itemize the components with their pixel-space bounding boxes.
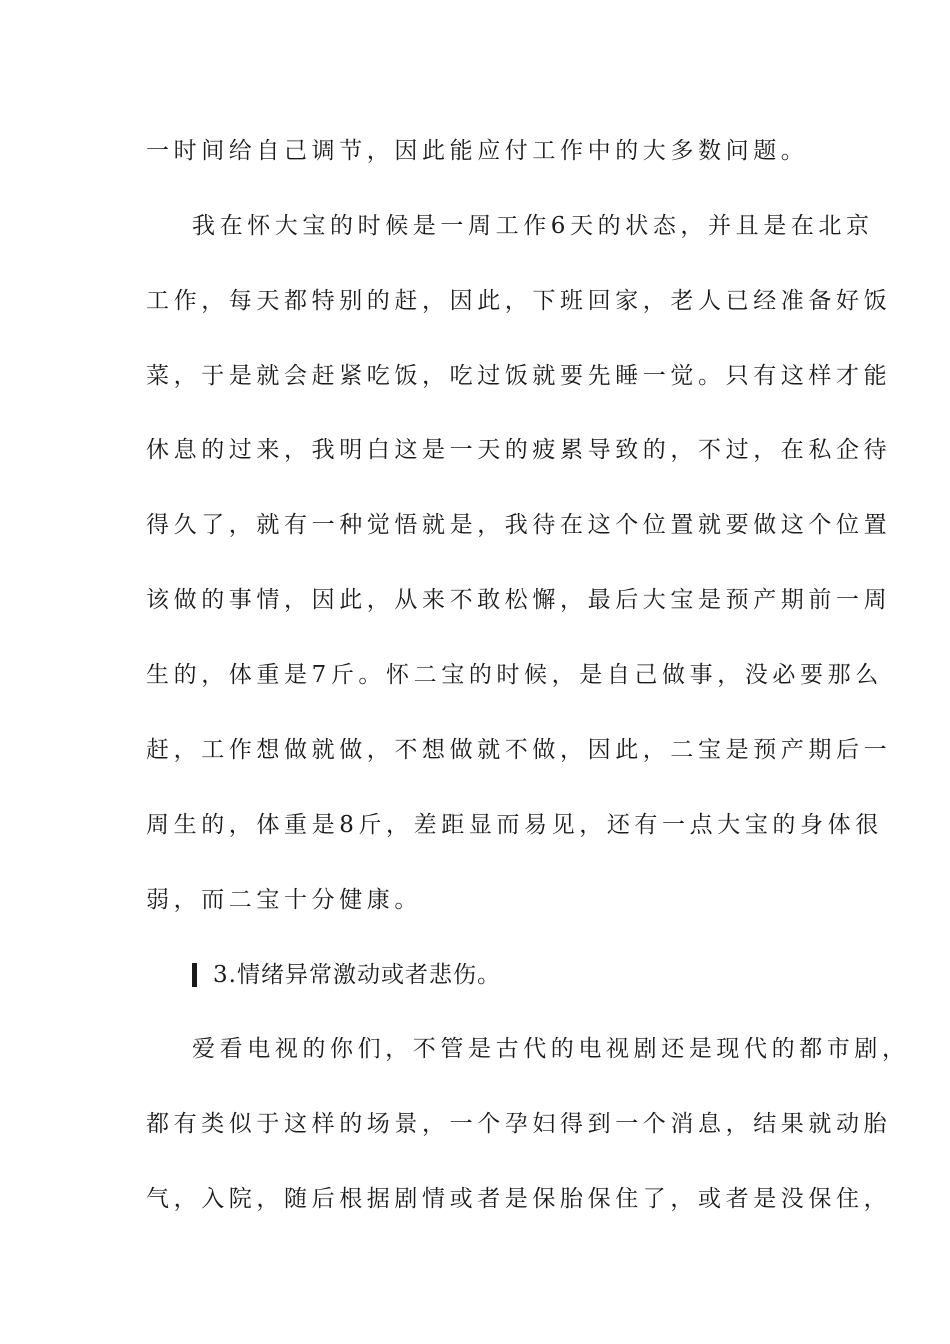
section-heading-text: 3.情绪异常激动或者悲伤。 <box>213 962 501 988</box>
paragraph-line: 周生的，体重是8斤，差距显而易见，还有一点大宝的身体很 <box>146 812 883 838</box>
paragraph-line: 工作，每天都特别的赶，因此，下班回家，老人已经准备好饭 <box>146 288 892 314</box>
paragraph-line: 赶，工作想做就做，不想做就不做，因此，二宝是预产期后一 <box>146 737 892 763</box>
paragraph-line: 得久了，就有一种觉悟就是，我待在这个位置就要做这个位置 <box>146 512 892 538</box>
paragraph-line: 休息的过来，我明白这是一天的疲累导致的，不过，在私企待 <box>146 437 892 463</box>
paragraph-line: 该做的事情，因此，从来不敢松懈，最后大宝是预产期前一周 <box>146 587 892 613</box>
paragraph-line: 气，入院，随后根据剧情或者是保胎保住了，或者是没保住， <box>146 1186 892 1212</box>
paragraph-line: 菜，于是就会赶紧吃饭，吃过饭就要先睡一觉。只有这样才能 <box>146 363 892 389</box>
paragraph-line: 我在怀大宝的时候是一周工作6天的状态，并且是在北京 <box>192 213 874 239</box>
paragraph-line: 生的，体重是7斤。怀二宝的时候，是自己做事，没必要那么 <box>146 662 883 688</box>
paragraph-line: 一时间给自己调节，因此能应付工作中的大多数问题。 <box>146 138 809 164</box>
heading-bar-icon <box>192 963 197 987</box>
paragraph-line: 都有类似于这样的场景，一个孕妇得到一个消息，结果就动胎 <box>146 1111 892 1137</box>
paragraph-line: 爱看电视的你们，不管是古代的电视剧还是现代的都市剧， <box>192 1036 910 1062</box>
section-heading <box>192 960 501 990</box>
paragraph-line: 弱，而二宝十分健康。 <box>146 887 422 913</box>
